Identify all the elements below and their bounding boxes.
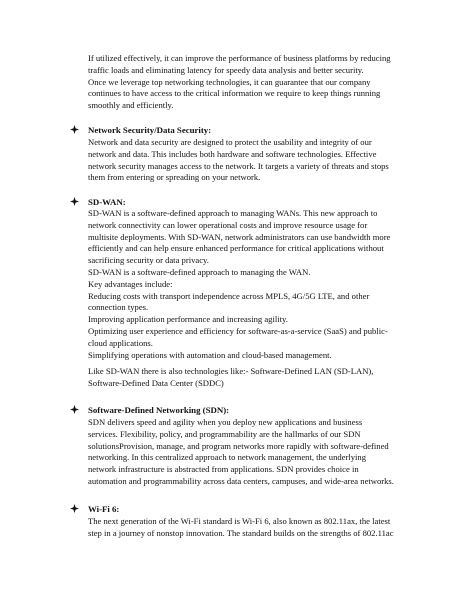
text-line: The next generation of the Wi-Fi standard is Wi-Fi 6, also known as 802.11ax, the latest bbox=[88, 516, 391, 526]
text-line: traffic loads and eliminating latency for speedy data analysis and better security. bbox=[88, 64, 364, 75]
text-line: multisite deployments. With SD-WAN, network administrators can use bandwidth more bbox=[88, 231, 391, 242]
text-line: Network and data security are designed to protect the usability and integrity of our bbox=[88, 137, 372, 147]
diamond-bullet-icon bbox=[70, 504, 79, 513]
section-heading-sdn bbox=[70, 404, 229, 416]
text-line: smoothly and efficiently. bbox=[88, 100, 174, 111]
diamond-bullet-icon bbox=[70, 197, 79, 206]
text-line: services. Flexibility, policy, and programmability are the hallmarks of our SDN bbox=[88, 428, 361, 439]
text-line: connection types. bbox=[88, 302, 149, 313]
text-line: cloud applications. bbox=[88, 337, 153, 348]
text-line: Software-Defined Data Center (SDDC) bbox=[88, 377, 224, 388]
section-heading-text: SD-WAN: bbox=[88, 197, 126, 207]
text-line: step in a journey of nonstop innovation. The standard builds on the strengths of 802.11ac bbox=[88, 527, 394, 538]
text-line: solutionsProvision, manage, and program networks more rapidly with software-defined bbox=[88, 440, 389, 451]
section-body-sd-wan-note bbox=[88, 366, 438, 390]
section-body-wifi6 bbox=[88, 516, 438, 540]
text-line: SDN delivers speed and agility when you deploy new applications and business bbox=[88, 417, 363, 427]
text-line: automation and programmability across data centers, campuses, and wide-area networks. bbox=[88, 475, 394, 486]
text-line: Like SD-WAN there is also technologies like:- Software-Defined LAN (SD-LAN), bbox=[88, 366, 374, 376]
text-line: sacrificing security or data privacy. bbox=[88, 255, 209, 266]
text-line: SD-WAN is a software-defined approach to managing the WAN. bbox=[88, 266, 311, 277]
text-line: SD-WAN is a software-defined approach to managing WANs. This new approach to bbox=[88, 208, 378, 218]
text-line: efficiently and can help ensure enhanced performance for critical applications without bbox=[88, 243, 384, 254]
section-heading-text: Software-Defined Networking (SDN): bbox=[88, 405, 230, 415]
text-line: Simplifying operations with automation and cloud-based management. bbox=[88, 349, 332, 360]
section-heading-text: Wi-Fi 6: bbox=[88, 504, 120, 514]
text-line: network and data. This includes both hardware and software technologies. Effective bbox=[88, 148, 377, 159]
text-line: Key advantages include: bbox=[88, 278, 173, 289]
section-heading-text: Network Security/Data Security: bbox=[88, 125, 212, 135]
section-body-network-security bbox=[88, 137, 438, 184]
diamond-bullet-icon bbox=[70, 125, 79, 134]
text-line: network infrastructure is abstracted from applications. SDN provides choice in bbox=[88, 464, 359, 475]
text-line: them from entering or spreading on your network. bbox=[88, 172, 261, 183]
text-line: Once we leverage top networking technologies, it can guarantee that our company bbox=[88, 76, 371, 87]
text-line: networking. In this centralized approach to network management, the underlying bbox=[88, 452, 367, 463]
section-heading-wifi6 bbox=[70, 503, 119, 515]
section-heading-network-security bbox=[70, 124, 211, 136]
section-body-sd-wan bbox=[88, 208, 438, 361]
text-line: Reducing costs with transport independence across MPLS, 4G/5G LTE, and other bbox=[88, 290, 370, 301]
text-line: network security manages access to the network. It targets a variety of threats and stops bbox=[88, 160, 389, 171]
section-heading-sd-wan bbox=[70, 196, 126, 208]
text-line: Optimizing user experience and efficiency for software-as-a-service (SaaS) and public- bbox=[88, 325, 388, 336]
text-line: continues to have access to the critical information we require to keep things running bbox=[88, 88, 381, 99]
intro-paragraph bbox=[88, 53, 438, 112]
text-line: If utilized effectively, it can improve the performance of business platforms by reducing bbox=[88, 53, 391, 63]
text-line: network connectivity can lower operational costs and improve resource usage for bbox=[88, 219, 368, 230]
section-body-sdn bbox=[88, 417, 438, 488]
text-line: Improving application performance and increasing agility. bbox=[88, 314, 288, 325]
diamond-bullet-icon bbox=[70, 405, 79, 414]
